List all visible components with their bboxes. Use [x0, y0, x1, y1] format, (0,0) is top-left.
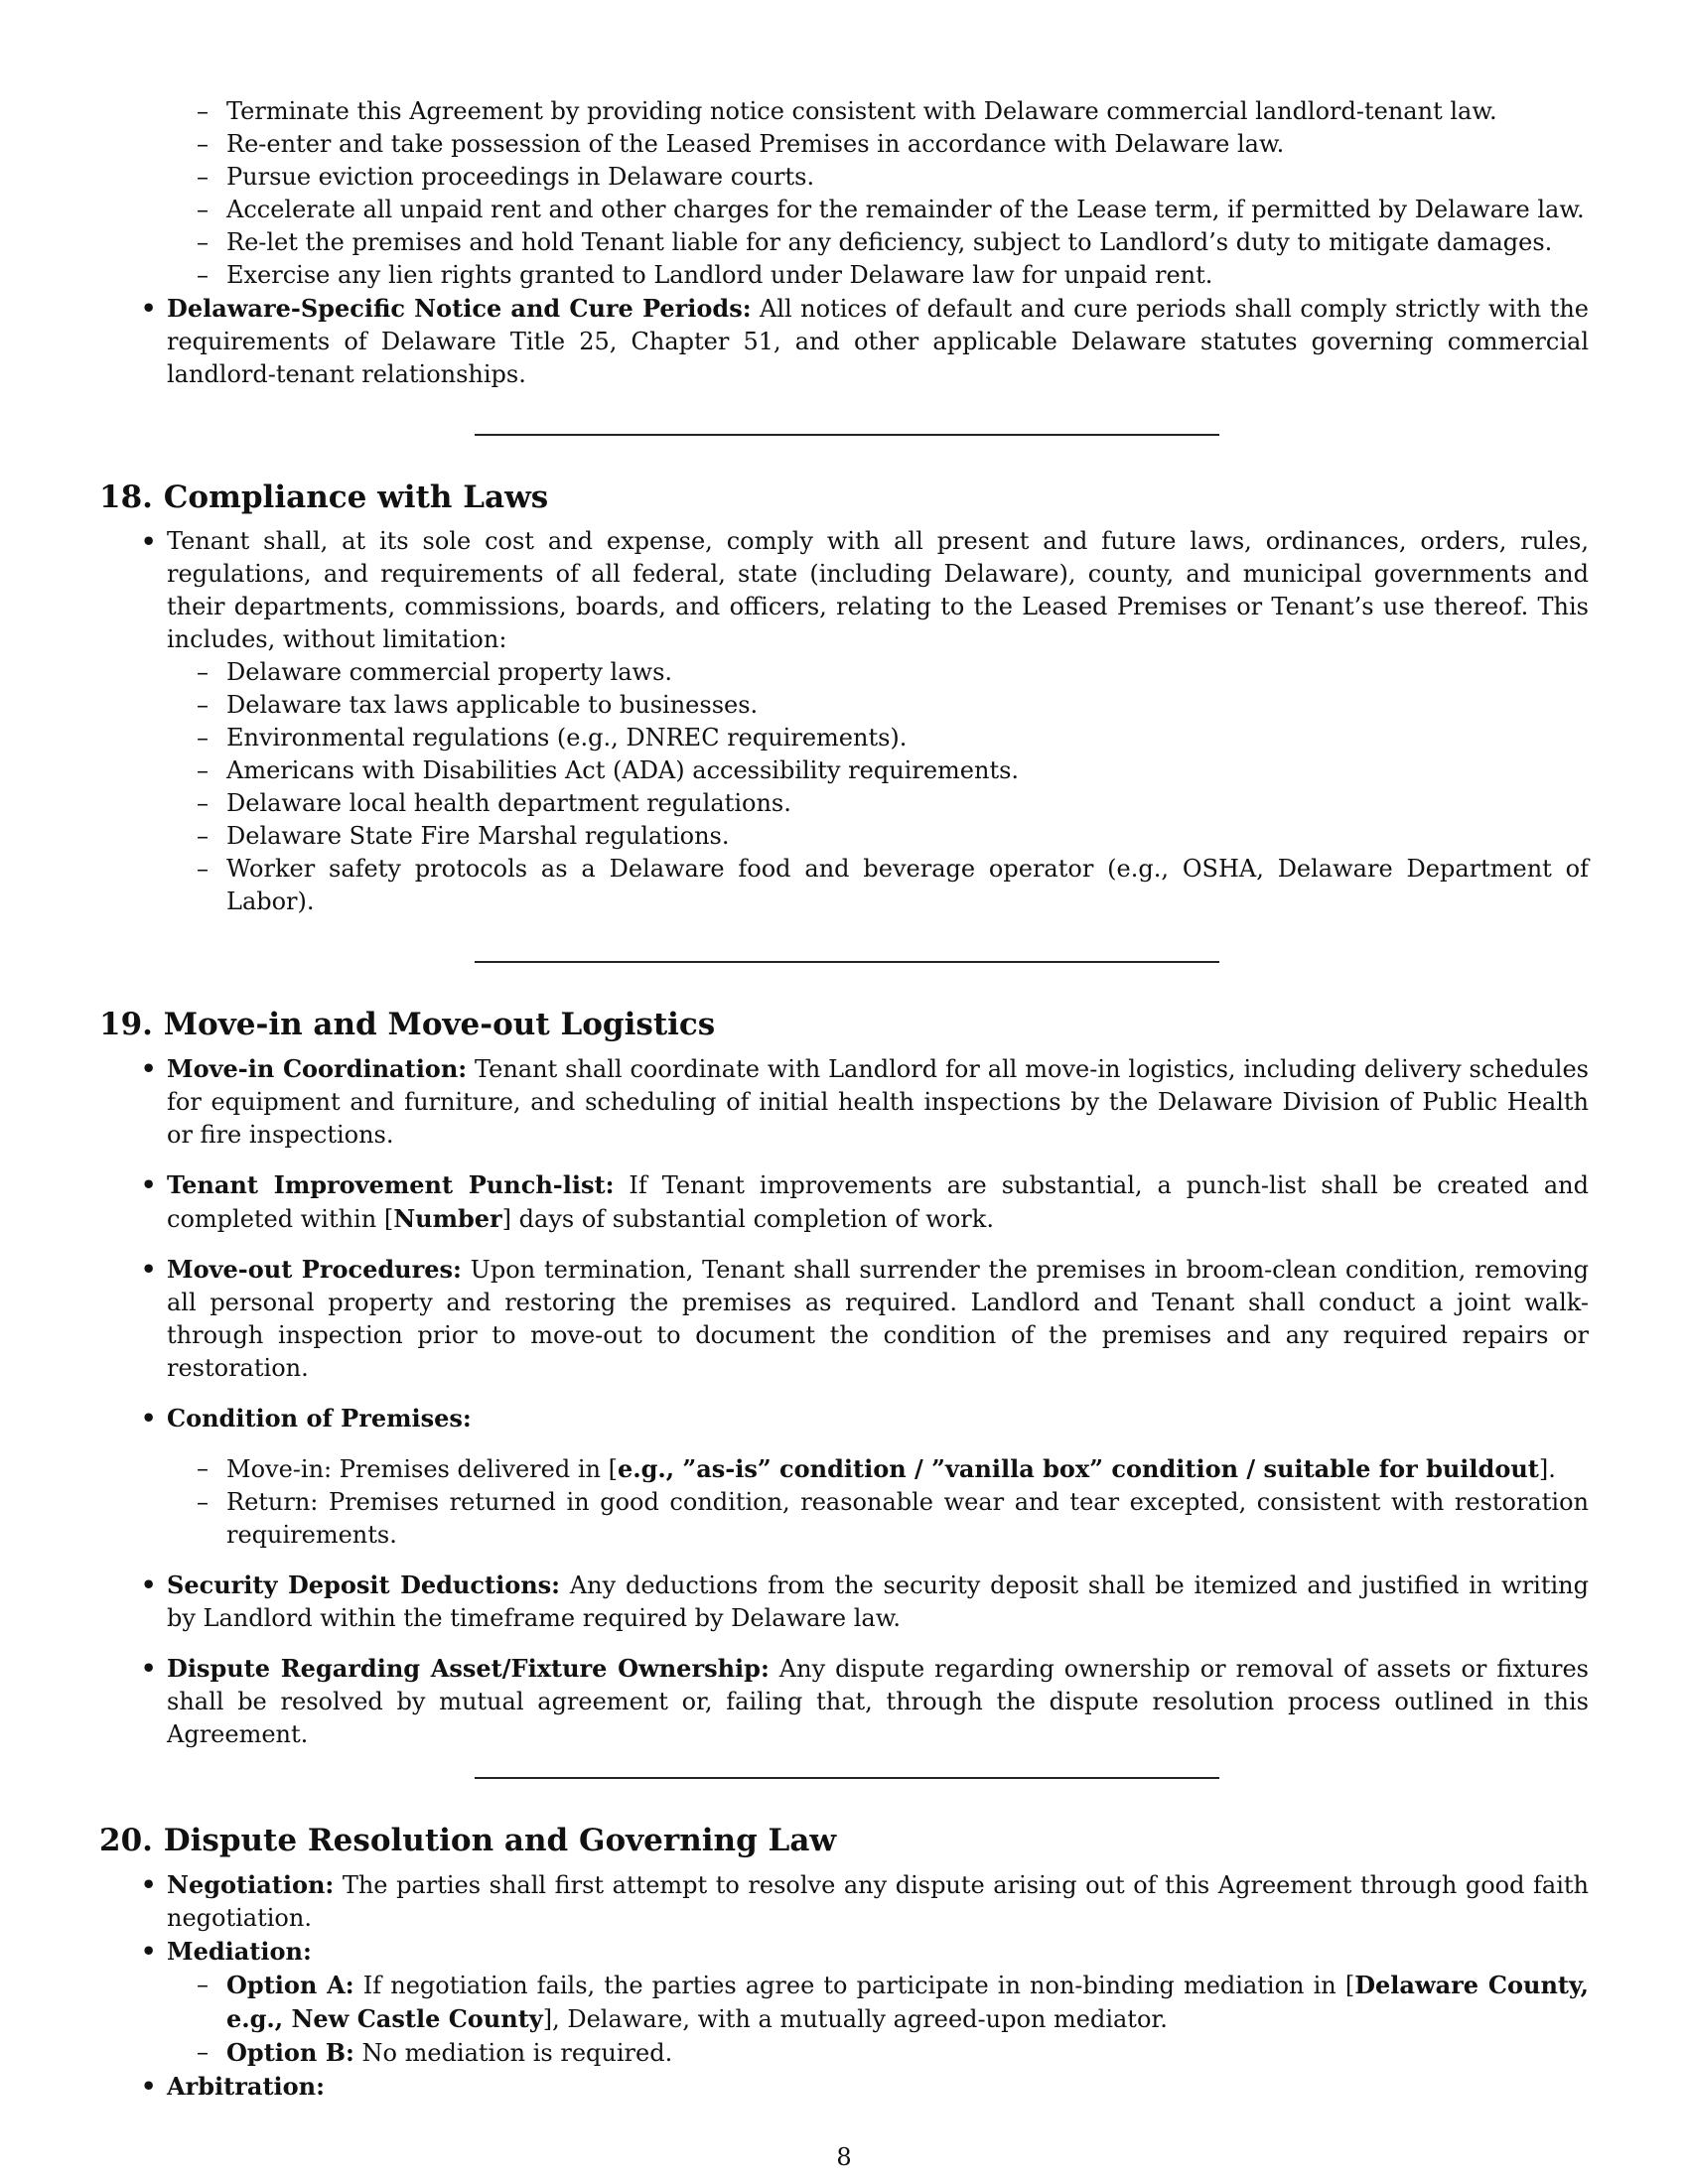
condition-movein-placeholder: e.g., ”as-is” condition / ”vanilla box” condition / suitable for buildout: [617, 1454, 1539, 1483]
deposit-label: Security Deposit Deductions:: [167, 1570, 561, 1599]
list-item: – Terminate this Agreement by providing notice consistent with Delaware commercial landlord-tenant law.: [226, 95, 1589, 128]
page-number: 8: [836, 2143, 852, 2171]
section-20-heading: 20. Dispute Resolution and Governing Law: [99, 1823, 837, 1858]
section-divider: [475, 434, 1219, 436]
section-19-heading: 19. Move-in and Move-out Logistics: [99, 1007, 716, 1042]
page-content: [99, 95, 1589, 2104]
mediation-sublist: [226, 1969, 1589, 2070]
notice-cure-list: [167, 292, 1589, 391]
list-item: [167, 1402, 1589, 1552]
list-item: [226, 2036, 1589, 2070]
option-b-text: No mediation is required.: [353, 2039, 673, 2067]
movein-label: Move-in Coordination:: [167, 1054, 468, 1083]
section-20-list: [167, 1868, 1589, 2104]
negotiation-label: Negotiation:: [167, 1870, 335, 1899]
notice-cure-label: Delaware-Specific Notice and Cure Periods:: [167, 294, 752, 323]
moveout-label: Move-out Procedures:: [167, 1255, 462, 1284]
list-item: [167, 525, 1589, 918]
punch-placeholder: Number: [393, 1204, 502, 1233]
list-item: – Environmental regulations (e.g., DNREC requirements).: [226, 722, 1589, 754]
dispute-label: Dispute Regarding Asset/Fixture Ownership:: [167, 1654, 770, 1683]
movein-text: Tenant shall coordinate with Landlord for all move-in logistics, including delivery schedules for equipment and furniture, and scheduling of initial health inspections by the Delaware Division of Public Health or fire inspections.: [167, 1055, 1589, 1149]
section-divider: [475, 1777, 1219, 1779]
mediation-label: Mediation:: [167, 1937, 312, 1966]
arbitration-label: Arbitration:: [167, 2072, 325, 2101]
list-item: [167, 1569, 1589, 1635]
option-a-label: Option A:: [226, 1971, 354, 1999]
option-a-text: If negotiation fails, the parties agree to participate in non-binding mediation in [: [353, 1972, 1355, 1999]
condition-movein-end: ].: [1538, 1455, 1556, 1483]
punch-label: Tenant Improvement Punch-list:: [167, 1170, 615, 1199]
section-divider: [475, 961, 1219, 963]
section-18-heading: 18. Compliance with Laws: [99, 479, 549, 515]
condition-movein-text: Move-in: Premises delivered in [: [226, 1455, 618, 1483]
option-a-text-end: ], Delaware, with a mutually agreed-upon mediator.: [542, 2005, 1168, 2033]
list-item: – Re-enter and take possession of the Leased Premises in accordance with Delaware law.: [226, 128, 1589, 161]
list-item: – Worker safety protocols as a Delaware food and beverage operator (e.g., OSHA, Delaware Department of Labor).: [226, 853, 1589, 918]
list-item: [167, 1652, 1589, 1751]
condition-label: Condition of Premises:: [167, 1404, 472, 1433]
list-item: – Delaware local health department regulations.: [226, 787, 1589, 820]
list-item: [167, 1052, 1589, 1152]
list-item: – Exercise any lien rights granted to Landlord under Delaware law for unpaid rent.: [226, 259, 1589, 292]
list-item: – Re-let the premises and hold Tenant liable for any deficiency, subject to Landlord’s duty to mitigate damages.: [226, 226, 1589, 259]
list-item: [226, 1969, 1589, 2036]
list-item: – Pursue eviction proceedings in Delaware courts.: [226, 161, 1589, 194]
list-item: – Delaware commercial property laws.: [226, 656, 1589, 689]
list-item: – Return: Premises returned in good condition, reasonable wear and tear excepted, consistent with restoration requirements.: [226, 1486, 1589, 1552]
section-19-list: [167, 1052, 1589, 1751]
moveout-text: Upon termination, Tenant shall surrender the premises in broom-clean condition, removing all personal property and restoring the premises as required. Landlord and Tenant shall conduct a joint walk-through inspection prior to move-out to document the condition of the premises and any required repairs or restoration.: [167, 1256, 1590, 1382]
list-item: [167, 1935, 1589, 2070]
list-item: [167, 292, 1589, 391]
deposit-text: Any deductions from the security deposit shall be itemized and justified in writing by Landlord within the timeframe required by Delaware law.: [167, 1571, 1589, 1632]
list-item: – Delaware State Fire Marshal regulations.: [226, 820, 1589, 853]
option-b-label: Option B:: [226, 2038, 354, 2067]
list-item: [226, 1452, 1589, 1486]
punch-text: If Tenant improvements are substantial, a punch-list shall be created and completed within [: [167, 1171, 1590, 1233]
list-item: [167, 1253, 1589, 1385]
remedies-list: [226, 95, 1589, 292]
list-item: – Americans with Disabilities Act (ADA) accessibility requirements.: [226, 754, 1589, 787]
section-18-intro: Tenant shall, at its sole cost and expense, comply with all present and future laws, ordinances, orders, rules, regulations, and requirements of all federal, state (including Delaware), county, and municipal governments and their departments, commissions, boards, and officers, relating to the Leased Premises or Tenant’s use thereof. This includes, without limitation:: [167, 527, 1589, 653]
list-item: [167, 1168, 1589, 1236]
option-a-placeholder: Delaware County, e.g., New Castle County: [226, 1971, 1590, 2033]
section-18-sublist: [226, 656, 1589, 918]
list-item: [167, 1868, 1589, 1935]
negotiation-text: The parties shall first attempt to resolve any dispute arising out of this Agreement through good faith negotiation.: [167, 1871, 1589, 1932]
list-item: [167, 2070, 1589, 2104]
list-item: – Accelerate all unpaid rent and other charges for the remainder of the Lease term, if permitted by Delaware law.: [226, 194, 1589, 226]
notice-cure-text: All notices of default and cure periods shall comply strictly with the requirements of Delaware Title 25, Chapter 51, and other applicable Delaware statutes governing commercial landlord-tenant relationships.: [167, 295, 1589, 388]
punch-text-end: ] days of substantial completion of work.: [501, 1205, 994, 1233]
section-18-list: [167, 525, 1589, 918]
condition-sublist: [226, 1452, 1589, 1552]
dispute-text: Any dispute regarding ownership or removal of assets or fixtures shall be resolved by mutual agreement or, failing that, through the dispute resolution process outlined in this Agreement.: [167, 1655, 1589, 1748]
list-item: – Delaware tax laws applicable to businesses.: [226, 689, 1589, 722]
